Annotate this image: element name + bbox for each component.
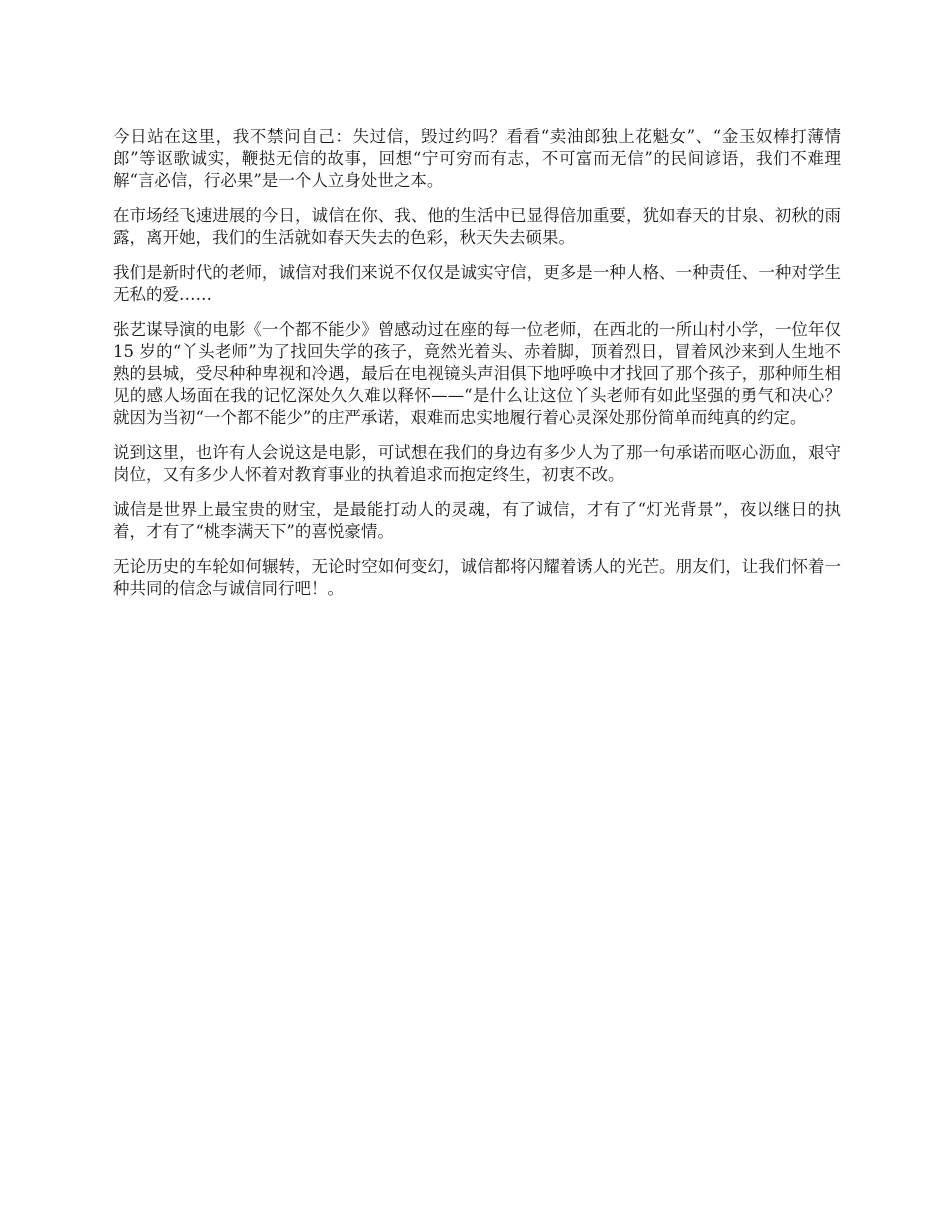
document-body <box>113 126 841 613</box>
paragraph-6: 诚信是世界上最宝贵的财宝，是最能打动人的灵魂，有了诚信，才有了“灯光背景”，夜以继日的执着，才有了“桃李满天下”的喜悦豪情。 <box>113 500 841 541</box>
paragraph-4: 张艺谋导演的电影《一个都不能少》曾感动过在座的每一位老师，在西北的一所山村小学，一位年仅 15 岁的“丫头老师”为了找回失学的孩子，竟然光着头、赤着脚，顶着烈日，冒着风沙来到人生地不熟的县城，受尽种种卑视和冷遇，最后在电视镜头声泪俱下地呼唤中才找回了那个孩子，那种师生相见的感人场面在我的记忆深处久久难以释怀——“是什么让这位丫头老师有如此坚强的勇气和决心？就因为当初“一个都不能少”的庄严承诺，艰难而忠实地履行着心灵深处那份简单而纯真的约定。 <box>113 320 841 427</box>
paragraph-1: 今日站在这里，我不禁问自己：失过信，毁过约吗？看看“卖油郎独上花魁女”、“金玉奴棒打薄情郎”等讴歌诚实，鞭挞无信的故事，回想“宁可穷而有志，不可富而无信”的民间谚语，我们不难理解“言必信，行必果”是一个人立身处世之本。 <box>113 127 841 190</box>
paragraph-3: 我们是新时代的老师，诚信对我们来说不仅仅是诚实守信，更多是一种人格、一种责任、一种对学生无私的爱…… <box>113 263 841 304</box>
paragraph-5: 说到这里，也许有人会说这是电影，可试想在我们的身边有多少人为了那一句承诺而呕心沥血，艰守岗位，又有多少人怀着对教育事业的执着追求而抱定终生，初衷不改。 <box>113 443 841 484</box>
paragraph-2: 在市场经飞速进展的今日，诚信在你、我、他的生活中已显得倍加重要，犹如春天的甘泉、初秋的雨露，离开她，我们的生活就如春天失去的色彩，秋天失去硕果。 <box>113 206 841 247</box>
paragraph-7: 无论历史的车轮如何辗转，无论时空如何变幻，诚信都将闪耀着诱人的光芒。朋友们，让我们怀着一种共同的信念与诚信同行吧！。 <box>113 557 841 598</box>
